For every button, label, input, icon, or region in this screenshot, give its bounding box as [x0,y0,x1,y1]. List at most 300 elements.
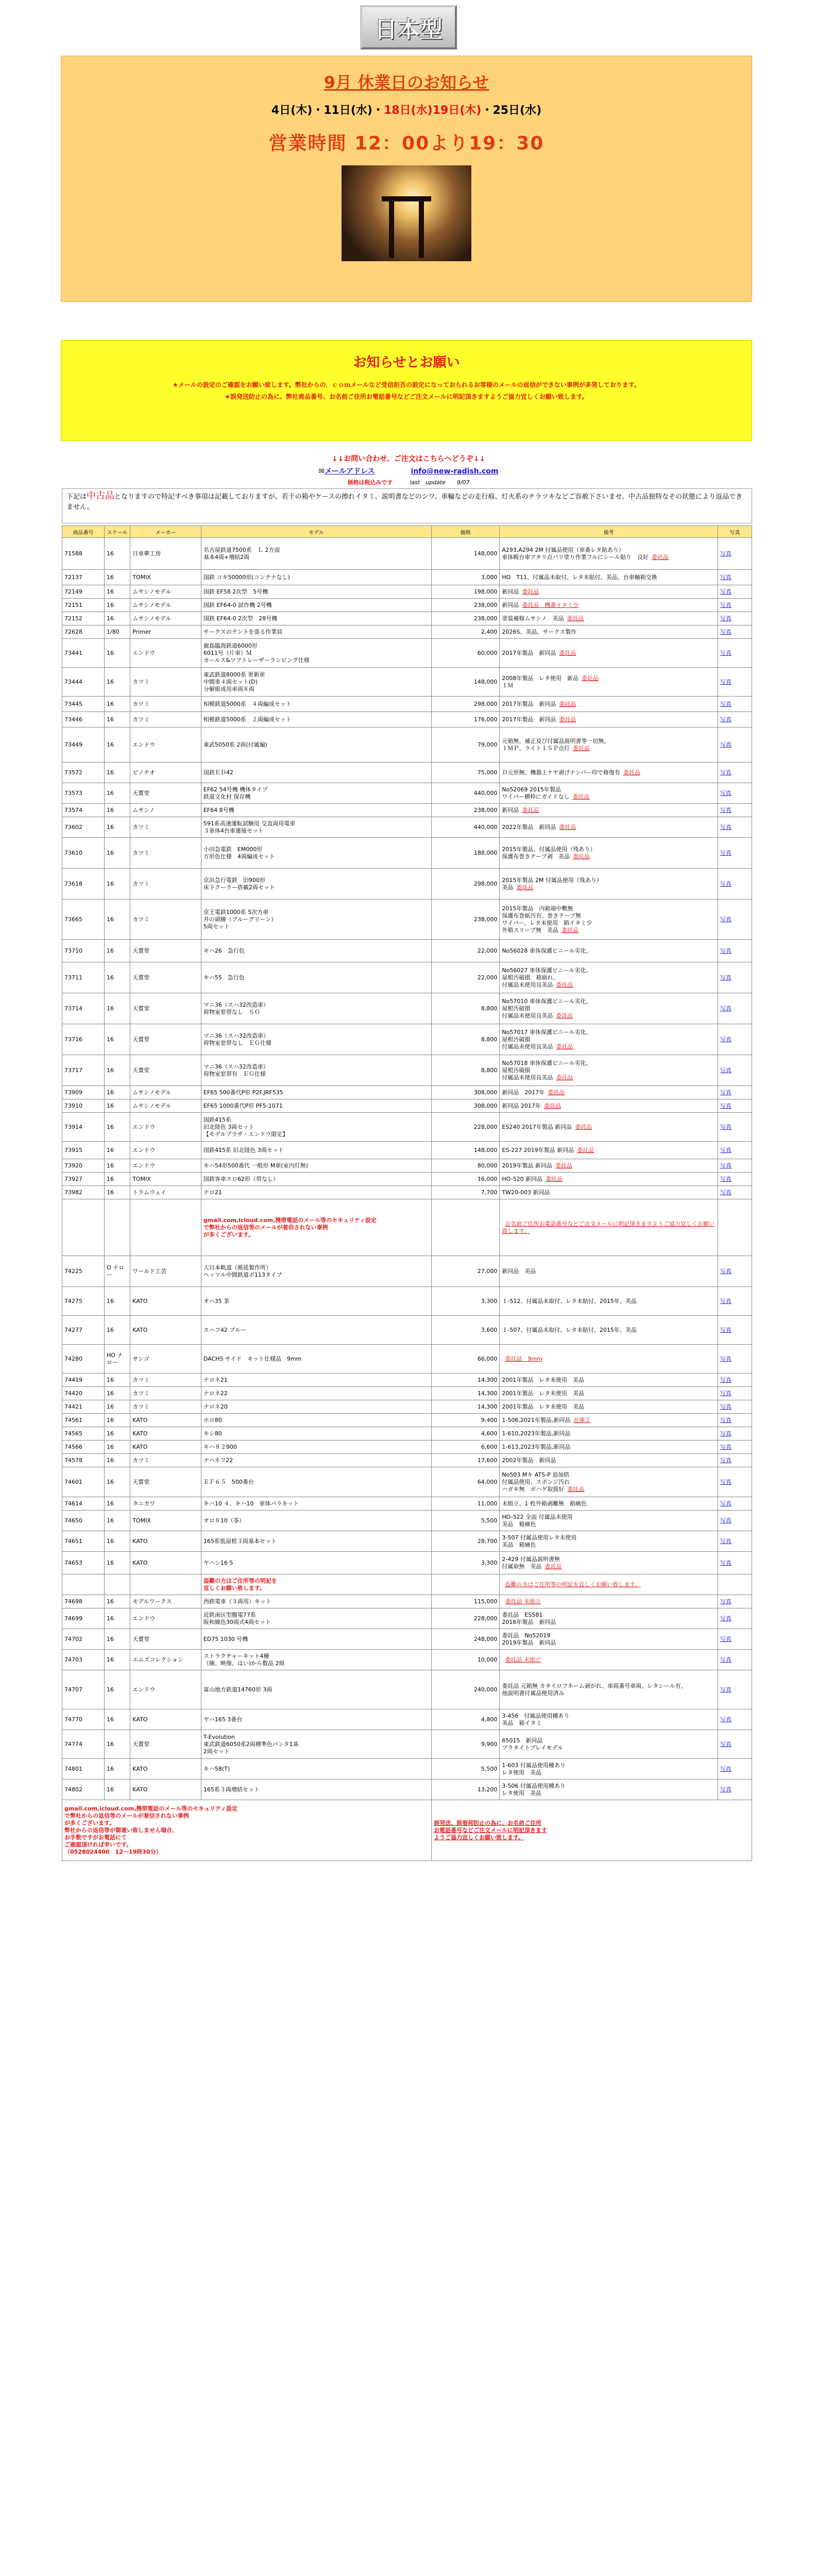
cell-photo [718,1113,752,1142]
cell-photo [718,538,752,570]
photo-link[interactable]: 写真 [720,678,731,685]
cell-note: 65015 新同品 プラタイトプレイモデル [500,1730,718,1759]
photo-link[interactable]: 写真 [720,1740,731,1748]
table-row [62,1374,752,1387]
cell-maker: サンゴ [130,1345,201,1374]
cell-price: 238,000 [432,900,500,940]
cell-note: 委託品 ES581 2016年製品 新同品 [500,1608,718,1629]
cell-maker: 天賞堂 [130,1467,201,1497]
table-row [62,1670,752,1709]
table-row [62,585,752,599]
cell-maker: エンドウ [130,639,201,668]
table-row [62,1345,752,1374]
cell-maker: エンドウ [130,1113,201,1142]
cell-model: 大日本軌道（熊延製作所） ヘッツル中間鉄道ボ113タイプ [201,1256,431,1287]
cell-photo [718,1574,752,1595]
cell-scale: 16 [105,668,130,697]
cell-photo [718,612,752,625]
photo-link[interactable]: 写真 [720,1146,731,1154]
cell-model: EF65 500番代P形 P2F.JRF535 [201,1086,431,1099]
photo-link[interactable]: 写真 [720,1162,731,1169]
cell-model: 国鉄415系 旧北陸色 3両セット 【モデルプラザ・エンドウ限定】 [201,1113,431,1142]
cell-scale: 16 [105,762,130,783]
cell-photo [718,1608,752,1629]
cell-id: 71588 [62,538,105,570]
cell-note: HO-522 全面 付属品未使用 美品 箱痛色 [500,1511,718,1531]
photo-link[interactable]: 写真 [720,1537,731,1545]
cell-photo [718,570,752,585]
photo-link[interactable]: 写真 [720,916,731,923]
cell-maker: カツミ [130,1400,201,1414]
table-row [62,599,752,612]
cell-price: 440,000 [432,817,500,838]
cell-scale: 16 [105,1608,130,1629]
cell-photo [718,697,752,712]
photo-link[interactable]: 写真 [720,1066,731,1074]
photo-link[interactable]: 写真 [720,1355,731,1362]
holiday-notice [61,56,752,302]
cell-note: １‐512、付属品未取付、レタ未貼付、2015年、美品 [500,1287,718,1316]
photo-link[interactable]: 写真 [720,1175,731,1182]
photo-link[interactable]: 写真 [720,880,731,887]
cell-price: 64,000 [432,1467,500,1497]
cell-note: 1-613,2023年製品,新同品 [500,1440,718,1454]
cell-model: 東武鉄道8000系 更新車 中間車４両セット(D) 分解組成用車両８両 [201,668,431,697]
cell-note: 2001年製品 レタ未使用 美品 [500,1374,718,1387]
photo-link[interactable]: 写真 [720,741,731,748]
cell-id: 74565 [62,1427,105,1440]
cell-model: 京浜急行電鉄 旧900形 床下クーラー搭載2両セット [201,869,431,900]
cell-price: 298,000 [432,869,500,900]
photo-link[interactable]: 写真 [720,1517,731,1524]
cell-price: 188,000 [432,838,500,869]
cell-model: 西鉄電車（３両用）キット [201,1595,431,1608]
holiday-dates: 4日(木)・11日(水)・18日(水)19日(木)・25日(水) [271,104,542,117]
cell-note: Ｄ元形無、機器上ケヤ剥げナンバー印で修復有 委託品 [500,762,718,783]
cell-photo [718,1552,752,1574]
cell-model: キハ54形500番代 一般形 M車(室内灯無) [201,1159,431,1173]
cell-maker: エンドウ [130,1670,201,1709]
photo-link[interactable]: 写真 [720,1598,731,1605]
cell-maker: 天賞堂 [130,1055,201,1086]
cell-photo [718,1454,752,1467]
mail-icon: ✉ [318,467,325,476]
cell-note: TW20-003 新同品 [500,1186,718,1199]
photo-link[interactable]: 写真 [720,1005,731,1012]
cell-note: 2015年製品 内箱端中敷無 保護布巻紙汚有、巻きテープ無 ワイパー、レタ未使用 箱イタミ少 外箱スリーブ無 美品 委託品 [500,900,718,940]
cell-id: 73449 [62,727,105,762]
table-row [62,993,752,1024]
column-header: モデル [201,526,431,538]
cell-maker: カツミ [130,1454,201,1467]
cell-note: HO-520 新同品 委託品 [500,1173,718,1186]
cell-price: 16,000 [432,1173,500,1186]
cell-maker: カツミ [130,697,201,712]
cell-id: 72151 [62,599,105,612]
mail-address-link[interactable]: メールアドレス [325,467,375,476]
photo-link[interactable]: 写真 [720,947,731,954]
cell-scale: 16 [105,1400,130,1414]
cell-model: キシ80 [201,1427,431,1440]
photo-link[interactable]: 写真 [720,974,731,981]
table-row [62,940,752,962]
column-header: スケール [105,526,130,538]
cell-photo [718,1345,752,1374]
cell-model: 相模鉄道5000系 ２両編成セット [201,712,431,727]
photo-link[interactable]: 写真 [720,1716,731,1723]
cell-scale: 16 [105,1629,130,1650]
column-header: 写真 [718,526,752,538]
cell-id: 73572 [62,762,105,783]
cell-note: 2001年製品 レタ未使用 美品 [500,1387,718,1400]
cell-scale: 16 [105,697,130,712]
table-row [62,1574,752,1595]
cell-scale: 16 [105,1709,130,1730]
cell-scale: 16 [105,712,130,727]
photo-link[interactable]: 写真 [720,1403,731,1410]
cell-id: 74275 [62,1287,105,1316]
table-row [62,1159,752,1173]
photo-link[interactable]: 写真 [720,1635,731,1642]
cell-maker: KATO [130,1759,201,1780]
cell-photo [718,1055,752,1086]
photo-link[interactable]: 写真 [720,1376,731,1383]
cell-note: 3-507 付属品使用レタ未使用 美品 箱痛色 [500,1531,718,1552]
photo-link[interactable]: 写真 [720,1416,731,1423]
stock-table [62,526,752,1861]
cell-model: マニ36（スハ32改造車） 荷物室窓帯なし ＳＧ [201,993,431,1024]
cell-id: 73910 [62,1099,105,1113]
photo-link[interactable]: 写真 [720,1326,731,1333]
cell-model: 国鉄客車スロ62形（帯なし） [201,1173,431,1186]
photo-link[interactable]: 写真 [720,1765,731,1772]
photo-link[interactable]: 写真 [720,649,731,656]
table-row [62,1142,752,1159]
cell-note: １‐507、付属品未取付、レタ未貼付、2015年、美品 [500,1316,718,1345]
cell-maker: カツミ [130,1374,201,1387]
cell-model: ナロネ20 [201,1400,431,1414]
cell-maker: KATO [130,1440,201,1454]
cell-price: 27,000 [432,1256,500,1287]
cell-scale: 16 [105,1780,130,1800]
photo-link[interactable]: 写真 [720,1430,731,1437]
cell-id: 74651 [62,1531,105,1552]
cell-scale: 16 [105,612,130,625]
cell-id: 73914 [62,1113,105,1142]
cell-id: 74420 [62,1387,105,1400]
photo-link[interactable]: 写真 [720,573,731,581]
cell-note: No52069 2015年製品 ワイパー横枠にガイドなし 委託品 [500,783,718,804]
contact-heading: ↓↓お問い合わせ、ご注文はこちらへどうぞ↓↓ [331,455,486,463]
cell-scale: 16 [105,1159,130,1173]
cell-id: 74653 [62,1552,105,1574]
photo-link[interactable]: 写真 [720,1443,731,1450]
cell-note: No56028 車体保護ビニール劣化、 [500,940,718,962]
cell-note: No57018 車体保護ビニール劣化、 屋根汚破損 付属品未使用良美品 委託品 [500,1055,718,1086]
cell-scale: 16 [105,1287,130,1316]
cell-model: 国鉄 コキ50000形(コンテナなし) [201,570,431,585]
cell-photo [718,1531,752,1552]
cell-model: 相模鉄道5000系 ４両編成セット [201,697,431,712]
photo-link[interactable]: 写真 [720,849,731,856]
cell-price: 11,000 [432,1497,500,1511]
cell-id: 74774 [62,1730,105,1759]
cell-model: 国鉄ＥＤ42 [201,762,431,783]
table-row [62,1256,752,1287]
cell-photo [718,1467,752,1497]
cell-price: 115,000 [432,1595,500,1608]
table-row [62,727,752,762]
cell-maker: KATO [130,1414,201,1427]
cell-id [62,1199,105,1256]
cell-scale: 16 [105,940,130,962]
photo-link[interactable]: 写真 [720,716,731,723]
photo-link[interactable]: 写真 [720,1267,731,1275]
cell-id: 74561 [62,1414,105,1427]
cell-model: ヤハシ16 5 [201,1552,431,1574]
column-header: 備考 [500,526,718,538]
cell-price: 228,000 [432,1608,500,1629]
cell-price: 9,900 [432,1730,500,1759]
cell-id: 74578 [62,1454,105,1467]
cell-id: 74699 [62,1608,105,1629]
table-row [62,1467,752,1497]
cell-scale: 16 [105,1467,130,1497]
cell-id: 72149 [62,585,105,599]
cell-id: 73909 [62,1086,105,1099]
cell-note: A293,A294 2M 付属品使用（車番レタ貼あり） 車体幌台車アタリ点バリ塗り作業フルにシール貼り 良好 委託品 [500,538,718,570]
cell-price: 440,000 [432,783,500,804]
cell-scale: 16 [105,1595,130,1608]
cell-note: ES-227 2019年製品 新同品 委託品 [500,1142,718,1159]
cell-id: 74566 [62,1440,105,1454]
cell-id: 73441 [62,639,105,668]
cell-photo [718,668,752,697]
photo-link[interactable]: 写真 [720,1478,731,1485]
photo-link[interactable]: 写真 [720,628,731,635]
cell-price: 66,000 [432,1345,500,1374]
photo-link[interactable]: 写真 [720,1297,731,1304]
table-row [62,1730,752,1759]
cell-note: 新同品 2017年 委託品 [500,1099,718,1113]
cell-maker: カツミ [130,838,201,869]
cell-maker: KATO [130,1531,201,1552]
table-row [62,1414,752,1427]
photo-link[interactable]: 写真 [720,789,731,796]
cell-model: 国鉄 EF64-0 2次型 28号機 [201,612,431,625]
cell-scale: 16 [105,783,130,804]
cell-scale: 16 [105,1142,130,1159]
cell-photo [718,1142,752,1159]
cell-model: EF64 8号機 [201,804,431,817]
cell-price: 238,000 [432,804,500,817]
cell-price: 238,000 [432,599,500,612]
cell-photo [718,1199,752,1256]
cell-photo [718,900,752,940]
photo-link[interactable]: 写真 [720,1102,731,1109]
cell-note: 盗難の方はご住所等の明記を宜しくお願い致します。 [500,1574,718,1595]
cell-note: 2015年製品 2M 付属品使用（残あり） 美品 委託品 [500,869,718,900]
cell-photo [718,639,752,668]
column-header: メーカー [130,526,201,538]
cell-maker: Primer [130,625,201,639]
table-row [62,1608,752,1629]
cell-photo [718,727,752,762]
cell-note: No503 Mキ ATS-P 追加搭 付属品使用、スポンジ汚れ ハガキ無 ボハゲ取扱好 委託品 [500,1467,718,1497]
cell-id: 74802 [62,1780,105,1800]
cell-model: gmail.com,icloud.com,携帯電話のメール等のセキュリティ設定 で弊社からの返信等のメールが着信されない事例 が多くございます。 [201,1199,431,1256]
cell-id: 73915 [62,1142,105,1159]
cell-model: 近鉄南区型腹電77系 阪和線色30両式4両セット [201,1608,431,1629]
cell-id: 73610 [62,838,105,869]
cell-photo [718,1629,752,1650]
cell-maker: エンドウ [130,1142,201,1159]
table-row [62,1759,752,1780]
photo-link[interactable]: 写真 [720,1189,731,1196]
cell-scale: 16 [105,962,130,993]
photo-link[interactable]: 写真 [720,1456,731,1464]
cell-photo [718,869,752,900]
photo-link[interactable]: 写真 [720,1786,731,1793]
mail-link[interactable]: info@new-radish.com [411,467,499,476]
cell-id: 73714 [62,993,105,1024]
cell-scale: 16 [105,900,130,940]
cell-model: キハ55 急行色 [201,962,431,993]
cell-id: 74225 [62,1256,105,1287]
cell-note: 新同品 委託品 [500,804,718,817]
cell-maker: KATO [130,1427,201,1440]
cell-maker: 日車夢工房 [130,538,201,570]
cell-scale: 16 [105,1759,130,1780]
cell-model: キハ10 ４、キハ10 車体パラキット [201,1497,431,1511]
cell-note: 新同品 委託品 [500,585,718,599]
cell-photo [718,962,752,993]
cell-maker: ピノチオ [130,762,201,783]
photo-link[interactable]: 写真 [720,1123,731,1130]
cell-note: 委託品 元箱無 カタイロフネーム剥がれ、車両番号車両、レタシール有、 他説明書付属品使用済み [500,1670,718,1709]
photo-link[interactable]: 写真 [720,1656,731,1663]
cell-model: 国鉄 EF58 2次型 5号機 [201,585,431,599]
cell-price: 198,000 [432,585,500,599]
cell-model: 鹿島臨海鉄道6000形 6011号（片車）Ｍ カールス&ソフトレーザーランビング仕様 [201,639,431,668]
cell-maker: KATO [130,1287,201,1316]
cell-id: 73920 [62,1159,105,1173]
photo-link[interactable]: 写真 [720,806,731,814]
photo-link[interactable]: 写真 [720,823,731,831]
cell-photo [718,1440,752,1454]
cell-maker: 天賞堂 [130,993,201,1024]
notice-line: ★メールの設定のご確認をお願い致します。弊社からの．ｃｏｍメールなど受信拒否の設定になっておられるお客様のメールの返信ができない事例が多発しております。 [173,381,640,388]
photo-link[interactable]: 写真 [720,1089,731,1096]
cell-price: 308,000 [432,1086,500,1099]
cell-model: ホロ80 [201,1414,431,1427]
cell-scale: 16 [105,1511,130,1531]
photo-link[interactable]: 写真 [720,588,731,595]
cell-photo [718,1256,752,1287]
cell-maker: カツミ [130,668,201,697]
cell-maker: エンドウ [130,1608,201,1629]
photo-link[interactable]: 写真 [720,1500,731,1507]
cell-id: 72152 [62,612,105,625]
cell-price: 13,200 [432,1780,500,1800]
photo-link[interactable]: 写真 [720,700,731,707]
table-row [62,1595,752,1608]
intro-text: 下記は中古品となりますので特記すべき事項は記載しておりますが、若干の箱やケースの擦れイタミ、説明書などのシワ、車輪などの走行痕、灯火系のチラツキなどご容赦下さいませ。中古品独特なその状態により返品できません。 [62,488,752,523]
photo-link[interactable]: 写真 [720,769,731,776]
cell-scale: 16 [105,1316,130,1345]
photo-link[interactable]: 写真 [720,615,731,622]
table-row [62,783,752,804]
cell-model: マニ36（スハ32改造車） 荷物室窓帯なし ＥＧ仕様 [201,1024,431,1055]
cell-scale: 1/80 [105,625,130,639]
cell-note: 2002年製品 新同品 [500,1454,718,1467]
photo-link[interactable]: 写真 [720,550,731,557]
cell-model: ED75 1030 号機 [201,1629,431,1650]
cell-scale: 16 [105,1552,130,1574]
photo-link[interactable]: 写真 [720,1389,731,1397]
cell-id: 74698 [62,1595,105,1608]
cell-model: 国鉄 EF64-0 試作機 2号機 [201,599,431,612]
cell-id: 73573 [62,783,105,804]
cell-maker: カツミ [130,869,201,900]
cell-photo [718,1759,752,1780]
cell-scale: 16 [105,1730,130,1759]
cell-note: 2008年製品 レタ使用 新品 委託品 １Ｍ [500,668,718,697]
cell-id: 73927 [62,1173,105,1186]
cell-scale [105,1574,130,1595]
cell-price: 60,000 [432,639,500,668]
cell-photo [718,585,752,599]
cell-scale: 16 [105,1650,130,1670]
cell-model: ナロ21 [201,1186,431,1199]
cell-maker: KATO [130,1552,201,1574]
cell-price: 148,000 [432,1142,500,1159]
photo-link[interactable]: 写真 [720,1615,731,1622]
cell-note: 2017年製品 新同品 委託品 [500,639,718,668]
cell-note: No57010 車体保護ビニール劣化、 屋根汚破損 付属品未使用良美品 委託品 [500,993,718,1024]
cell-model: サークスのテントを張る作業員 [201,625,431,639]
cell-scale: 16 [105,1374,130,1387]
cell-model: ストラクチャーキット4種 （線、映像、はい)から数品 2組 [201,1650,431,1670]
cell-price: 5,500 [432,1511,500,1531]
cell-scale: 16 [105,1113,130,1142]
cell-id [62,1574,105,1595]
cell-photo [718,1730,752,1759]
cell-scale: 16 [105,570,130,585]
cell-model: 165系３両増結セット [201,1780,431,1800]
photo-link[interactable]: 写真 [720,601,731,608]
table-row [62,1400,752,1414]
cell-id: 73574 [62,804,105,817]
cell-model: 165系低屋根３両基本セット [201,1531,431,1552]
cell-price: 9,400 [432,1414,500,1427]
cell-price [432,1574,500,1595]
cell-price: 3,300 [432,1552,500,1574]
photo-link[interactable]: 写真 [720,1559,731,1566]
cell-maker: ムサシノモデル [130,1086,201,1099]
cell-scale: 16 [105,1086,130,1099]
cell-note: 未組立、1 枚外箱剥離無 箱痛色 [500,1497,718,1511]
cell-photo [718,1780,752,1800]
cell-price: 5,500 [432,1759,500,1780]
table-row [62,1629,752,1650]
cell-scale: 16 [105,817,130,838]
table-row [62,1497,752,1511]
table-row [62,625,752,639]
photo-link[interactable]: 写真 [720,1686,731,1693]
photo-link[interactable]: 写真 [720,1036,731,1043]
cell-price: 3,000 [432,570,500,585]
